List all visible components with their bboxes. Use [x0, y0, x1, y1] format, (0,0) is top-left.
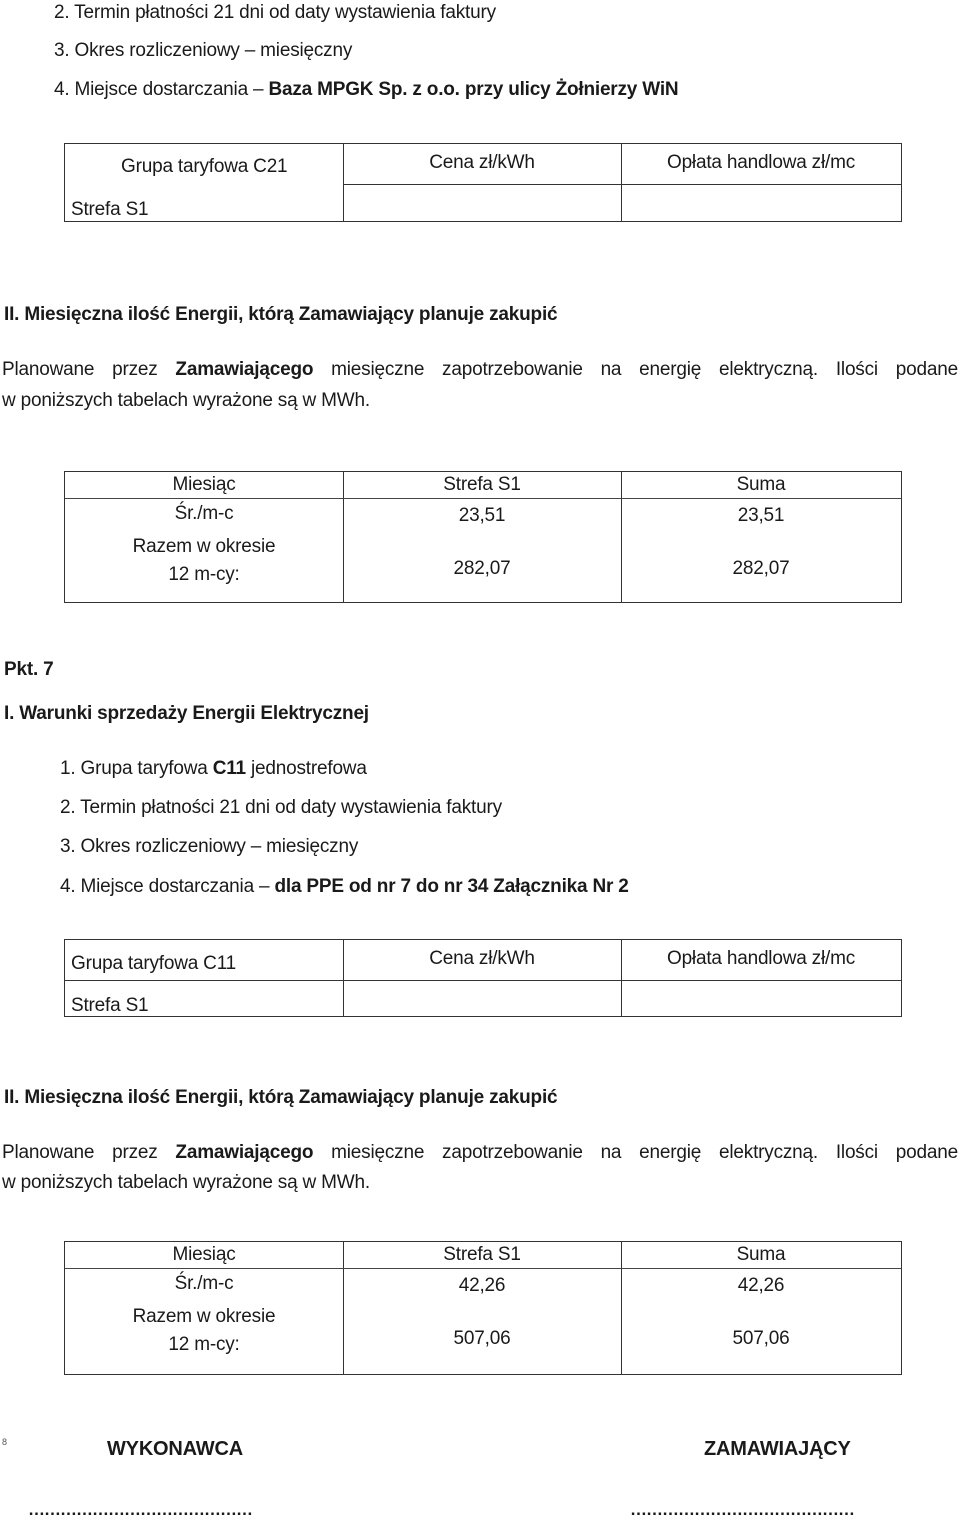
section-heading-monthly: II. Miesięczna ilość Energii, którą Zamawiający planuje zakupić: [4, 304, 558, 325]
stray-mark: 8: [2, 1437, 7, 1447]
sum-header: Suma: [736, 474, 786, 495]
zone-label: Strefa S1: [71, 199, 149, 220]
paragraph-line-2: w poniższych tabelach wyrażone są w MWh.: [2, 1172, 370, 1193]
total-zone-value: 282,07: [453, 558, 511, 579]
sum-header: Suma: [736, 1244, 786, 1265]
point-title: Pkt. 7: [4, 659, 54, 680]
tariff-group-header: Grupa taryfowa C21: [121, 156, 288, 177]
trade-fee-header: Opłata handlowa zł/mc: [666, 152, 855, 173]
paragraph-text: miesięczne zapotrzebowanie na energię elektryczną. Ilości podane: [331, 1142, 958, 1163]
client-signature-label: ZAMAWIAJĄCY: [704, 1438, 851, 1460]
list-item-billing-period: 3. Okres rozliczeniowy – miesięczny: [54, 40, 353, 61]
total-label-line2: 12 m-cy:: [168, 564, 240, 585]
delivery-label: 4. Miejsce dostarczania –: [60, 876, 275, 897]
client-signature-line: ……………………………………: [630, 1500, 854, 1519]
tariff-code: C11: [212, 758, 246, 779]
list-item-payment-term: 2. Termin płatności 21 dni od daty wystawienia faktury: [54, 2, 496, 23]
avg-month-label: Śr./m-c: [174, 503, 234, 524]
zone-header: Strefa S1: [443, 474, 521, 495]
tariff-text: 1. Grupa taryfowa: [60, 758, 213, 779]
total-zone-value: 507,06: [453, 1328, 511, 1349]
avg-zone-value: 23,51: [458, 505, 506, 526]
zone-label: Strefa S1: [71, 995, 149, 1016]
tariff-text: jednostrefowa: [245, 758, 367, 779]
avg-zone-value: 42,26: [458, 1275, 506, 1296]
usage-table-1: [64, 471, 902, 603]
paragraph-line: [2, 359, 958, 381]
section-heading-conditions: I. Warunki sprzedaży Energii Elektrycznej: [4, 703, 369, 724]
paragraph-text: Planowane przez: [2, 1142, 158, 1163]
tariff-group-header: Grupa taryfowa C11: [71, 953, 237, 974]
delivery-location: Baza MPGK Sp. z o.o. przy ulicy Żołnierzy WiN: [268, 79, 679, 100]
contractor-signature-label: WYKONAWCA: [107, 1438, 243, 1460]
delivery-location: dla PPE od nr 7 do nr 34 Załącznika Nr 2: [274, 876, 629, 897]
zone-header: Strefa S1: [443, 1244, 521, 1265]
avg-sum-value: 23,51: [737, 505, 785, 526]
trade-fee-header: Opłata handlowa zł/mc: [666, 948, 855, 969]
total-sum-value: 507,06: [732, 1328, 790, 1349]
paragraph-text: miesięczne zapotrzebowanie na energię elektryczną. Ilości podane: [331, 359, 958, 380]
total-label-line2: 12 m-cy:: [168, 1334, 240, 1355]
price-header: Cena zł/kWh: [429, 948, 535, 969]
total-label-line1: Razem w okresie: [132, 1306, 276, 1327]
usage-table-2: [64, 1241, 902, 1375]
avg-month-label: Śr./m-c: [174, 1273, 234, 1294]
section-heading-monthly: II. Miesięczna ilość Energii, którą Zamawiający planuje zakupić: [4, 1087, 558, 1108]
month-header: Miesiąc: [172, 474, 236, 495]
delivery-label: 4. Miejsce dostarczania –: [54, 79, 269, 100]
price-header: Cena zł/kWh: [429, 152, 535, 173]
contractor-signature-line: ……………………………………: [28, 1500, 252, 1519]
list-item-delivery-place: [54, 79, 678, 101]
paragraph-text: Planowane przez: [2, 359, 158, 380]
total-label-line1: Razem w okresie: [132, 536, 276, 557]
paragraph-bold: Zamawiającego: [175, 359, 314, 380]
paragraph-line-2: w poniższych tabelach wyrażone są w MWh.: [2, 390, 370, 411]
month-header: Miesiąc: [172, 1244, 236, 1265]
list-item-payment-term: 2. Termin płatności 21 dni od daty wystawienia faktury: [60, 797, 502, 818]
price-table-c21: [64, 143, 902, 222]
list-item-delivery-place: [60, 876, 629, 898]
list-item-tariff-group: [60, 758, 367, 780]
list-item-billing-period: 3. Okres rozliczeniowy – miesięczny: [60, 836, 359, 857]
avg-sum-value: 42,26: [737, 1275, 785, 1296]
paragraph-line: [2, 1142, 958, 1164]
paragraph-bold: Zamawiającego: [175, 1142, 314, 1163]
total-sum-value: 282,07: [732, 558, 790, 579]
price-table-c11: [64, 939, 902, 1017]
